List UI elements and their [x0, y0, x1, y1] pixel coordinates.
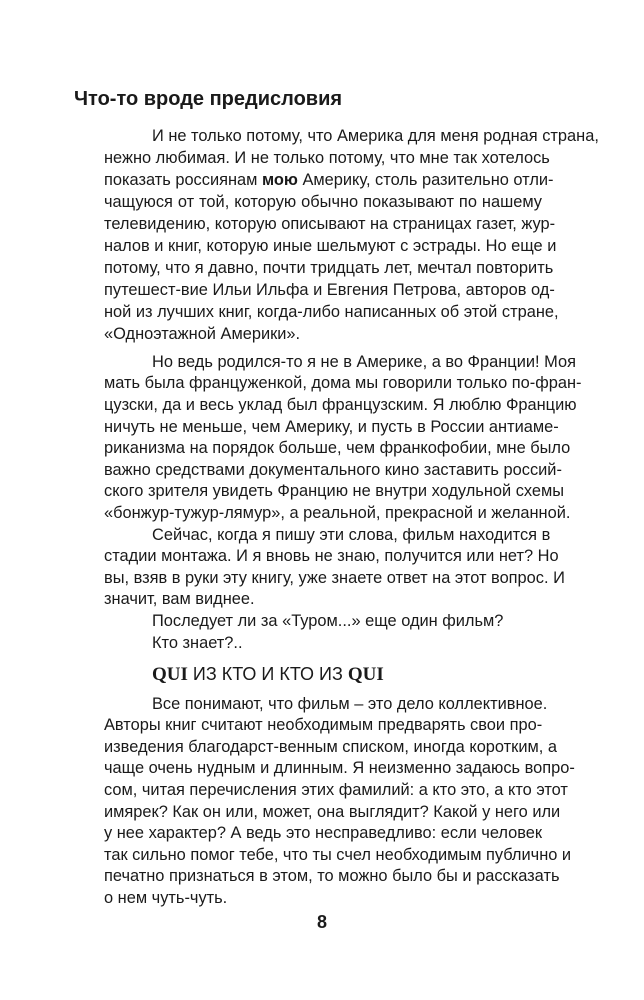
paragraph-1-line-5: телевидению, которую описывают на страницах газет, жур-	[104, 215, 556, 233]
section-subheading	[152, 662, 384, 687]
paragraph-1-line-10: «Одноэтажной Америки».	[104, 325, 301, 343]
paragraph-3-line-2: стадии монтажа. И я вновь не знаю, получится или нет? Но	[104, 547, 559, 565]
emphasized-word: мою	[261, 171, 298, 189]
paragraph-6-line-7: у нее характер? А ведь это несправедливо: если человек	[104, 824, 543, 842]
paragraph-1-line-1: И не только потому, что Америка для меня родная страна,	[152, 127, 599, 145]
chapter-heading: Что-то вроде предисловия	[74, 88, 343, 110]
paragraph-6-line-6: имярек? Как он или, может, она выглядит? Какой у него или	[104, 803, 561, 821]
paragraph-6-line-3: изведения благодарст-венным списком, иногда коротким, а	[104, 738, 558, 756]
paragraph-1-line-2: нежно любимая. И не только потому, что мне так хотелось	[104, 149, 550, 167]
paragraph-2-line-6: важно средствами документального кино заставить россий-	[104, 461, 562, 479]
paragraph-2-line-2: мать была француженкой, дома мы говорили только по-фран-	[104, 374, 582, 392]
paragraph-1-line-6: налов и книг, которую иные шельмуют с эстрады. Но еще и	[104, 237, 557, 255]
paragraph-6-line-8: так сильно помог тебе, что ты счел необходимым публично и	[104, 846, 572, 864]
paragraph-6-line-4: чаще очень нудным и длинным. Я неизменно задаюсь вопро-	[104, 759, 575, 777]
subheading-qui-2: QUI	[347, 664, 384, 685]
paragraph-1-line-7: потому, что я давно, почти тридцать лет, мечтал повторить	[104, 259, 554, 277]
paragraph-4: Последует ли за «Туром...» еще один фильм?	[152, 612, 504, 630]
paragraph-3-line-1: Сейчас, когда я пишу эти слова, фильм находится в	[152, 526, 551, 544]
paragraph-2-line-5: риканизма на порядок больше, чем франкофобии, мне было	[104, 439, 571, 457]
paragraph-6-line-9: печатно признаться в этом, то можно было бы и рассказать	[104, 867, 560, 885]
paragraph-1-line-9: ной из лучших книг, когда-либо написанных об этой стране,	[104, 303, 559, 321]
paragraph-2-line-8: «бонжур-тужур-лямур», а реальной, прекрасной и желанной.	[104, 504, 571, 522]
paragraph-6-line-1: Все понимают, что фильм – это дело коллективное.	[152, 695, 548, 713]
paragraph-1-line-4: чащуюся от той, которую обычно показывают по нашему	[104, 193, 542, 211]
paragraph-6-line-10: о нем чуть-чуть.	[104, 889, 228, 907]
paragraph-5: Кто знает?..	[152, 634, 243, 652]
paragraph-2-line-3: цузски, да и весь уклад был французским. Я люблю Францию	[104, 396, 577, 414]
paragraph-1-line-3	[104, 170, 554, 192]
paragraph-6-line-2: Авторы книг считают необходимым предварять свои про-	[104, 716, 543, 734]
line-3-before: показать россиянам	[104, 171, 262, 189]
paragraph-2-line-7: ского зрителя увидеть Францию не внутри ходульной схемы	[104, 482, 565, 500]
paragraph-2-line-1: Но ведь родился-то я не в Америке, а во Франции! Моя	[152, 353, 576, 371]
paragraph-3-line-3: вы, взяв в руки эту книгу, уже знаете ответ на этот вопрос. И	[104, 569, 565, 587]
paragraph-1-line-8: путешест-вие Ильи Ильфа и Евгения Петрова, авторов од-	[104, 281, 555, 299]
page-number: 8	[316, 912, 327, 932]
subheading-qui-1: QUI	[152, 664, 188, 685]
paragraph-2-line-4: ничуть не меньше, чем Америку, и пусть в России антиаме-	[104, 418, 559, 436]
line-3-after: Америку, столь разительно отли-	[297, 171, 554, 189]
subheading-middle: ИЗ КТО И КТО ИЗ	[187, 664, 348, 684]
paragraph-3-line-4: значит, вам виднее.	[104, 590, 255, 608]
paragraph-6-line-5: сом, читая перечисления этих фамилий: а кто это, а кто этот	[104, 781, 568, 799]
